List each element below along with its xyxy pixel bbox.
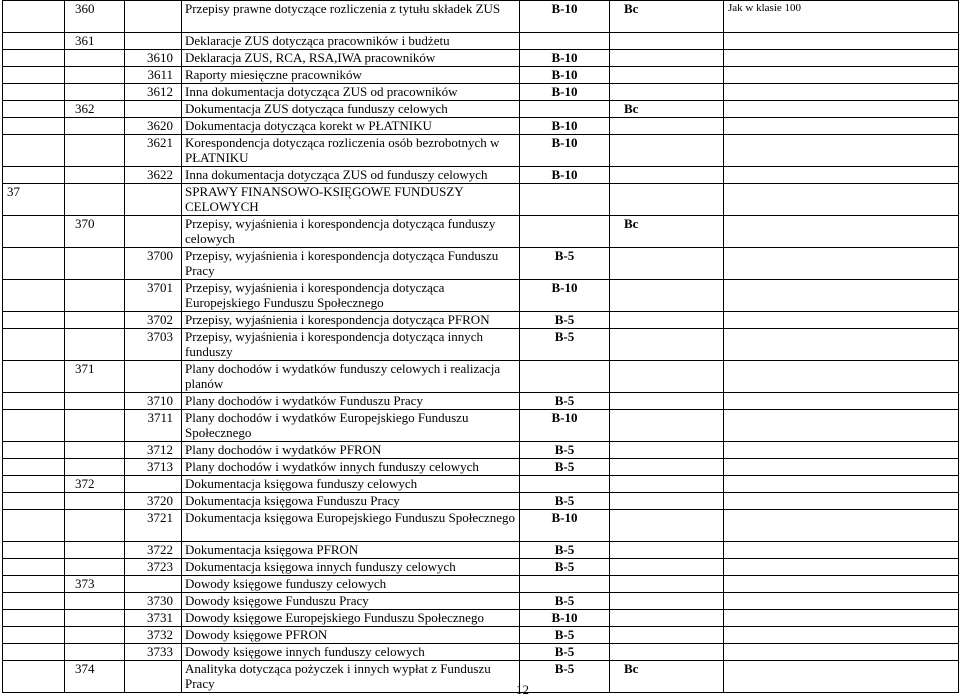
table-row [3, 1, 959, 33]
group-number [3, 33, 65, 50]
group-number [3, 510, 65, 542]
class-code [65, 410, 125, 442]
group-number [3, 459, 65, 476]
archive-category: B-5 [520, 593, 610, 610]
subclass-code: 3610 [125, 50, 182, 67]
subclass-code [125, 476, 182, 493]
table-row [3, 627, 959, 644]
subclass-code: 3722 [125, 542, 182, 559]
class-code [65, 167, 125, 184]
group-number [3, 442, 65, 459]
other-category [610, 627, 724, 644]
other-category [610, 248, 724, 280]
archive-category: B-5 [520, 559, 610, 576]
remarks [724, 280, 959, 312]
class-code [65, 610, 125, 627]
remarks [724, 593, 959, 610]
archive-category: B-10 [520, 118, 610, 135]
classification-table [2, 0, 959, 693]
subclass-code [125, 1, 182, 33]
other-category [610, 361, 724, 393]
other-category: Bc [610, 661, 724, 693]
archive-category [520, 361, 610, 393]
entry-title: Dowody księgowe funduszy celowych [182, 576, 520, 593]
subclass-code [125, 33, 182, 50]
group-number [3, 610, 65, 627]
remarks [724, 476, 959, 493]
entry-title: Dowody księgowe PFRON [182, 627, 520, 644]
group-number [3, 476, 65, 493]
table-row [3, 476, 959, 493]
subclass-code [125, 184, 182, 216]
archive-category: B-10 [520, 1, 610, 33]
remarks [724, 101, 959, 118]
archive-category: B-5 [520, 329, 610, 361]
group-number [3, 410, 65, 442]
remarks [724, 542, 959, 559]
subclass-code: 3731 [125, 610, 182, 627]
archive-category [520, 476, 610, 493]
class-code: 362 [65, 101, 125, 118]
archive-category: B-10 [520, 135, 610, 167]
table-row [3, 576, 959, 593]
class-code: 370 [65, 216, 125, 248]
other-category: Bc [610, 101, 724, 118]
remarks [724, 50, 959, 67]
entry-title: Przepisy, wyjaśnienia i korespondencja dotycząca PFRON [182, 312, 520, 329]
group-number [3, 593, 65, 610]
table-row [3, 393, 959, 410]
group-number [3, 361, 65, 393]
entry-title: Przepisy, wyjaśnienia i korespondencja dotycząca Funduszu Pracy [182, 248, 520, 280]
group-number [3, 67, 65, 84]
group-number [3, 84, 65, 101]
class-code [65, 493, 125, 510]
archive-category: B-5 [520, 493, 610, 510]
group-number [3, 627, 65, 644]
table-row [3, 559, 959, 576]
class-code [65, 84, 125, 101]
entry-title: Deklaracje ZUS dotycząca pracowników i budżetu [182, 33, 520, 50]
entry-title: Przepisy, wyjaśnienia i korespondencja dotycząca Europejskiego Funduszu Społecznego [182, 280, 520, 312]
remarks [724, 610, 959, 627]
page-number: 12 [516, 682, 529, 697]
remarks [724, 576, 959, 593]
group-number [3, 312, 65, 329]
class-code [65, 510, 125, 542]
table-row [3, 118, 959, 135]
table-row [3, 493, 959, 510]
class-code: 360 [65, 1, 125, 33]
archive-category [520, 216, 610, 248]
entry-title: Dowody księgowe Funduszu Pracy [182, 593, 520, 610]
entry-title: Dokumentacja księgowa PFRON [182, 542, 520, 559]
subclass-code: 3713 [125, 459, 182, 476]
class-code [65, 329, 125, 361]
subclass-code: 3723 [125, 559, 182, 576]
remarks [724, 84, 959, 101]
class-code [65, 542, 125, 559]
other-category [610, 610, 724, 627]
group-number [3, 118, 65, 135]
entry-title: Dokumentacja ZUS dotycząca funduszy celowych [182, 101, 520, 118]
table-row [3, 610, 959, 627]
class-code [65, 644, 125, 661]
other-category [610, 135, 724, 167]
remarks [724, 493, 959, 510]
table-row [3, 361, 959, 393]
archive-category [520, 101, 610, 118]
class-code [65, 67, 125, 84]
other-category [610, 280, 724, 312]
group-number [3, 329, 65, 361]
class-code [65, 280, 125, 312]
group-number [3, 559, 65, 576]
other-category [610, 50, 724, 67]
class-code: 374 [65, 661, 125, 693]
remarks [724, 329, 959, 361]
other-category [610, 442, 724, 459]
table-row [3, 410, 959, 442]
archive-category: B-5 [520, 644, 610, 661]
entry-title: Inna dokumentacja dotycząca ZUS od pracowników [182, 84, 520, 101]
entry-title: Raporty miesięczne pracowników [182, 67, 520, 84]
table-row [3, 50, 959, 67]
remarks: Jak w klasie 100 [724, 1, 959, 33]
entry-title: Plany dochodów i wydatków PFRON [182, 442, 520, 459]
entry-title: Plany dochodów i wydatków innych funduszy celowych [182, 459, 520, 476]
remarks [724, 627, 959, 644]
class-code: 361 [65, 33, 125, 50]
subclass-code: 3733 [125, 644, 182, 661]
archive-category [520, 184, 610, 216]
other-category [610, 542, 724, 559]
subclass-code: 3700 [125, 248, 182, 280]
remarks [724, 184, 959, 216]
archive-category: B-5 [520, 312, 610, 329]
subclass-code: 3701 [125, 280, 182, 312]
class-code: 372 [65, 476, 125, 493]
archive-category: B-5 [520, 542, 610, 559]
other-category [610, 393, 724, 410]
other-category [610, 576, 724, 593]
other-category [610, 84, 724, 101]
entry-title: Dowody księgowe Europejskiego Funduszu Społecznego [182, 610, 520, 627]
remarks [724, 459, 959, 476]
remarks [724, 442, 959, 459]
class-code [65, 442, 125, 459]
remarks [724, 410, 959, 442]
entry-title: Przepisy, wyjaśnienia i korespondencja dotycząca funduszy celowych [182, 216, 520, 248]
table-row [3, 33, 959, 50]
group-number [3, 280, 65, 312]
remarks [724, 167, 959, 184]
class-code [65, 559, 125, 576]
subclass-code [125, 576, 182, 593]
table-row [3, 101, 959, 118]
subclass-code: 3732 [125, 627, 182, 644]
remarks [724, 33, 959, 50]
entry-title: Dowody księgowe innych funduszy celowych [182, 644, 520, 661]
other-category [610, 644, 724, 661]
subclass-code: 3710 [125, 393, 182, 410]
other-category [610, 510, 724, 542]
archive-category: B-10 [520, 610, 610, 627]
group-number [3, 248, 65, 280]
class-code: 371 [65, 361, 125, 393]
entry-title: SPRAWY FINANSOWO-KSIĘGOWE FUNDUSZY CELOWYCH [182, 184, 520, 216]
other-category [610, 476, 724, 493]
subclass-code: 3702 [125, 312, 182, 329]
subclass-code: 3620 [125, 118, 182, 135]
entry-title: Plany dochodów i wydatków funduszy celowych i realizacja planów [182, 361, 520, 393]
entry-title: Deklaracja ZUS, RCA, RSA,IWA pracowników [182, 50, 520, 67]
subclass-code: 3621 [125, 135, 182, 167]
entry-title: Inna dokumentacja dotycząca ZUS od funduszy celowych [182, 167, 520, 184]
entry-title: Analityka dotycząca pożyczek i innych wypłat z Funduszu Pracy [182, 661, 520, 693]
archive-category: B-10 [520, 167, 610, 184]
class-code [65, 50, 125, 67]
other-category [610, 493, 724, 510]
table-row [3, 329, 959, 361]
table-row [3, 644, 959, 661]
other-category [610, 33, 724, 50]
group-number [3, 101, 65, 118]
class-code [65, 593, 125, 610]
group-number [3, 644, 65, 661]
table-row [3, 248, 959, 280]
group-number [3, 1, 65, 33]
table-row [3, 280, 959, 312]
table-row [3, 442, 959, 459]
table-row [3, 312, 959, 329]
remarks [724, 510, 959, 542]
class-code [65, 627, 125, 644]
entry-title: Dokumentacja księgowa innych funduszy celowych [182, 559, 520, 576]
group-number [3, 393, 65, 410]
other-category: Bc [610, 216, 724, 248]
subclass-code [125, 361, 182, 393]
group-number [3, 167, 65, 184]
other-category [610, 118, 724, 135]
other-category [610, 184, 724, 216]
entry-title: Dokumentacja dotycząca korekt w PŁATNIKU [182, 118, 520, 135]
other-category [610, 410, 724, 442]
subclass-code: 3720 [125, 493, 182, 510]
table-row [3, 84, 959, 101]
table-row [3, 459, 959, 476]
archive-category: B-10 [520, 410, 610, 442]
table-row [3, 542, 959, 559]
other-category [610, 329, 724, 361]
group-number [3, 135, 65, 167]
archive-category [520, 576, 610, 593]
archive-category: B-5 [520, 393, 610, 410]
group-number: 37 [3, 184, 65, 216]
archive-category: B-10 [520, 50, 610, 67]
class-code [65, 393, 125, 410]
group-number [3, 216, 65, 248]
other-category [610, 167, 724, 184]
table-row [3, 167, 959, 184]
entry-title: Dokumentacja księgowa Europejskiego Funduszu Społecznego [182, 510, 520, 542]
entry-title: Plany dochodów i wydatków Funduszu Pracy [182, 393, 520, 410]
subclass-code: 3721 [125, 510, 182, 542]
subclass-code: 3611 [125, 67, 182, 84]
remarks [724, 118, 959, 135]
other-category: Bc [610, 1, 724, 33]
other-category [610, 559, 724, 576]
remarks [724, 559, 959, 576]
other-category [610, 312, 724, 329]
archive-category: B-5 [520, 627, 610, 644]
subclass-code: 3612 [125, 84, 182, 101]
table-row [3, 135, 959, 167]
archive-category: B-10 [520, 280, 610, 312]
subclass-code: 3711 [125, 410, 182, 442]
archive-category: B-10 [520, 67, 610, 84]
remarks [724, 644, 959, 661]
class-code [65, 135, 125, 167]
archive-category: B-10 [520, 84, 610, 101]
subclass-code [125, 216, 182, 248]
class-code [65, 248, 125, 280]
entry-title: Dokumentacja księgowa Funduszu Pracy [182, 493, 520, 510]
table-row [3, 510, 959, 542]
other-category [610, 459, 724, 476]
archive-category: B-5 [520, 661, 610, 693]
subclass-code [125, 101, 182, 118]
table-row [3, 216, 959, 248]
other-category [610, 67, 724, 84]
class-code [65, 184, 125, 216]
table-row [3, 184, 959, 216]
archive-category: B-5 [520, 442, 610, 459]
entry-title: Korespondencja dotycząca rozliczenia osób bezrobotnych w PŁATNIKU [182, 135, 520, 167]
subclass-code: 3712 [125, 442, 182, 459]
remarks [724, 312, 959, 329]
class-code: 373 [65, 576, 125, 593]
table-row [3, 67, 959, 84]
other-category [610, 593, 724, 610]
class-code [65, 118, 125, 135]
entry-title: Przepisy prawne dotyczące rozliczenia z tytułu składek ZUS [182, 1, 520, 33]
archive-category: B-5 [520, 459, 610, 476]
table-row [3, 593, 959, 610]
group-number [3, 493, 65, 510]
subclass-code: 3730 [125, 593, 182, 610]
class-code [65, 459, 125, 476]
remarks [724, 248, 959, 280]
group-number [3, 542, 65, 559]
remarks [724, 361, 959, 393]
entry-title: Dokumentacja księgowa funduszy celowych [182, 476, 520, 493]
subclass-code: 3622 [125, 167, 182, 184]
entry-title: Przepisy, wyjaśnienia i korespondencja dotycząca innych funduszy [182, 329, 520, 361]
remarks [724, 67, 959, 84]
archive-category: B-5 [520, 248, 610, 280]
archive-category [520, 33, 610, 50]
remarks [724, 216, 959, 248]
entry-title: Plany dochodów i wydatków Europejskiego Funduszu Społecznego [182, 410, 520, 442]
group-number [3, 576, 65, 593]
archive-category: B-10 [520, 510, 610, 542]
group-number [3, 50, 65, 67]
remarks [724, 393, 959, 410]
remarks [724, 135, 959, 167]
class-code [65, 312, 125, 329]
subclass-code: 3703 [125, 329, 182, 361]
